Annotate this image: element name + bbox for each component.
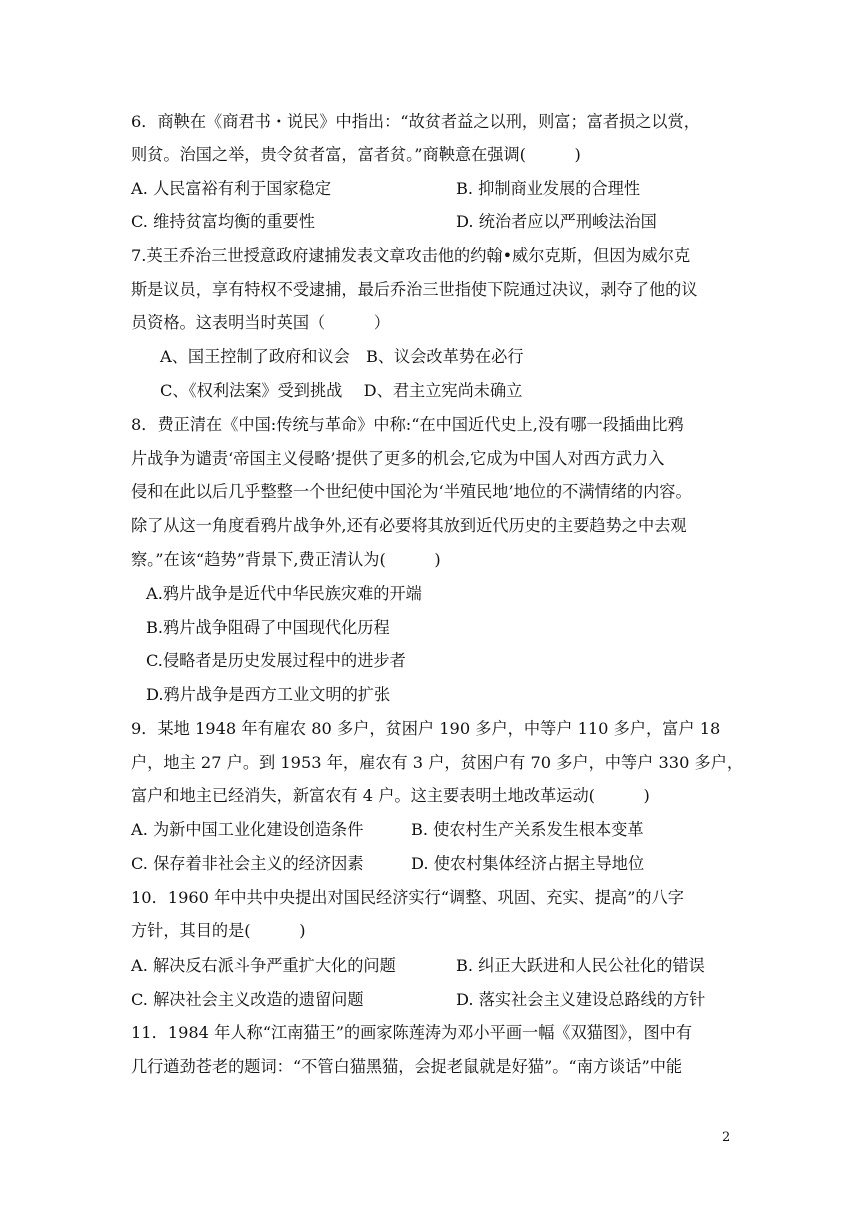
q11-stem-line-2: 几行遒劲苍老的题词：“不管白猫黑猫，会捉老鼠就是好猫”。“南方谈话”中能 bbox=[131, 1057, 683, 1076]
q10-option-c: C. 解决社会主义改造的遗留问题 bbox=[131, 990, 364, 1009]
q8-stem-line-1: 8．费正清在《中国:传统与革命》中称:“在中国近代史上,没有哪一段插曲比鸦 bbox=[131, 415, 684, 434]
q9-option-b: B. 使农村生产关系发生根本变革 bbox=[411, 820, 644, 839]
q10-option-b: B. 纠正大跃进和人民公社化的错误 bbox=[456, 956, 705, 975]
q6-option-b: B. 抑制商业发展的合理性 bbox=[456, 179, 641, 198]
q6-option-d: D. 统治者应以严刑峻法治国 bbox=[456, 212, 657, 231]
q6-options-row-2 bbox=[131, 211, 657, 233]
q9-options-row-1 bbox=[131, 819, 644, 841]
q9-stem-line-3: 富户和地主已经消失，新富农有 4 户。这主要表明土地改革运动( ) bbox=[131, 786, 650, 805]
q9-option-c: C. 保存着非社会主义的经济因素 bbox=[131, 854, 364, 873]
q6-option-a: A. 人民富裕有利于国家稳定 bbox=[131, 179, 332, 198]
q8-option-c: C.侵略者是历史发展过程中的进步者 bbox=[146, 651, 406, 670]
q9-options-row-2 bbox=[131, 853, 645, 875]
q10-option-d: D. 落实社会主义建设总路线的方针 bbox=[456, 990, 706, 1009]
q9-stem-line-2: 户，地主 27 户。到 1953 年，雇农有 3 户，贫困户有 70 多户，中等户 330 多户， bbox=[131, 753, 744, 772]
q7-stem-line-2: 斯是议员，享有特权不受逮捕，最后乔治三世指使下院通过决议，剥夺了他的议 bbox=[131, 280, 698, 299]
q6-stem-line-1: 6．商鞅在《商君书・说民》中指出：“故贫者益之以刑，则富；富者损之以赏， bbox=[131, 112, 700, 131]
q11-stem-line-1: 11．1984 年人称“江南猫王”的画家陈莲涛为邓小平画一幅《双猫图》，图中有 bbox=[131, 1023, 693, 1042]
q9-stem-line-1: 9．某地 1948 年有雇农 80 多户，贫困户 190 多户，中等户 110 多户，富户 18 bbox=[131, 719, 721, 738]
q8-stem-line-3: 侵和在此以后几乎整整一个世纪使中国沦为‘半殖民地’地位的不满情绪的内容。 bbox=[131, 482, 692, 501]
q6-stem-line-2: 则贫。治国之举，贵令贫者富，富者贫。”商鞅意在强调( ) bbox=[131, 145, 581, 164]
q10-stem-line-2: 方针，其目的是( ) bbox=[131, 921, 306, 940]
q8-option-d: D.鸦片战争是西方工业文明的扩张 bbox=[146, 685, 391, 704]
q8-stem-line-5: 察。”在该“趋势”背景下,费正清认为( ) bbox=[131, 550, 441, 569]
q8-option-a: A.鸦片战争是近代中华民族灾难的开端 bbox=[146, 584, 422, 603]
q10-options-row-2 bbox=[131, 989, 706, 1011]
q7-options-row-1: A、国王控制了政府和议会 B、议会改革势在必行 bbox=[160, 347, 524, 366]
q10-option-a: A. 解决反右派斗争严重扩大化的问题 bbox=[131, 956, 396, 975]
q6-options-row-1 bbox=[131, 178, 641, 200]
q10-options-row-1 bbox=[131, 955, 705, 977]
q10-stem-line-1: 10．1960 年中共中央提出对国民经济实行“调整、巩固、充实、提高”的八字 bbox=[131, 888, 684, 907]
q7-options-row-2: C、《权利法案》受到挑战 D、君主立宪尚未确立 bbox=[160, 381, 523, 400]
q7-stem-line-1: 7.英王乔治三世授意政府逮捕发表文章攻击他的约翰•威尔克斯，但因为威尔克 bbox=[131, 246, 691, 265]
page-number: 2 bbox=[722, 1130, 731, 1145]
q6-option-c: C. 维持贫富均衡的重要性 bbox=[131, 212, 315, 231]
q9-option-a: A. 为新中国工业化建设创造条件 bbox=[131, 820, 364, 839]
q9-option-d: D. 使农村集体经济占据主导地位 bbox=[411, 854, 645, 873]
q8-stem-line-2: 片战争为谴责‘帝国主义侵略’提供了更多的机会,它成为中国人对西方武力入 bbox=[131, 449, 665, 468]
q7-stem-line-3: 员资格。这表明当时英国（ ） bbox=[131, 313, 390, 332]
q8-option-b: B.鸦片战争阻碍了中国现代化历程 bbox=[146, 618, 390, 637]
q8-stem-line-4: 除了从这一角度看鸦片战争外,还有必要将其放到近代历史的主要趋势之中去观 bbox=[131, 516, 687, 535]
